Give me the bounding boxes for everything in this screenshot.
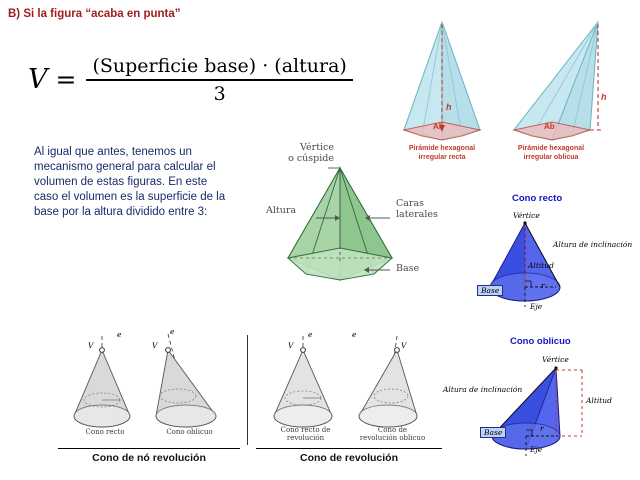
small-cone-2-vertex: V xyxy=(152,341,158,350)
small-cone-1-axis: e xyxy=(117,330,122,339)
cono-oblicuo-title: Cono oblicuo xyxy=(510,336,571,347)
bottom-divider xyxy=(247,335,248,445)
cono-recto-vertex-label: Vértice xyxy=(513,211,540,220)
pyramid-oblique-base-label: Ab xyxy=(544,122,555,131)
pyramid-oblique-height-label: h xyxy=(601,92,607,102)
pyramid-right-base-label: Ab xyxy=(433,122,444,131)
small-cone-3-vertex: V xyxy=(288,341,294,350)
cono-oblicuo-altitude-label: Altitud xyxy=(586,396,612,405)
small-cone-4-caption: Cono de revolución oblicuo xyxy=(359,426,426,442)
small-cone-1 xyxy=(60,330,150,440)
formula-denominator: 3 xyxy=(213,82,226,105)
group-right-underline xyxy=(256,448,442,449)
small-cone-4-axis: e xyxy=(352,330,357,339)
small-cone-3-caption: Cono recto de revolución xyxy=(280,426,331,442)
pyramid-oblique-caption: Pirámide hexagonal irregular oblicua xyxy=(517,145,585,161)
cono-recto-figure xyxy=(470,205,640,315)
formula-numerator: (Superficie base) · (altura) xyxy=(92,55,347,77)
small-cone-1-vertex: V xyxy=(88,341,94,350)
green-pyramid-height-label: Altura xyxy=(266,205,297,216)
green-pyramid-vertex-label: Vértice o cúspide xyxy=(288,142,334,164)
pyramid-right-figure xyxy=(392,18,492,143)
cono-oblicuo-vertex-label: Vértice xyxy=(542,355,569,364)
body-paragraph: Al igual que antes, tenemos un mecanismo general para calcular el volumen de estas figuras. En este caso el volumen es la superficie de la base por la altura dividido entre 3: xyxy=(34,146,226,218)
cono-oblicuo-axis-label: Eje xyxy=(530,445,543,454)
cono-oblicuo-slant-label: Altura de inclinación xyxy=(443,385,523,394)
group-right-label: Cono de revolución xyxy=(299,452,398,464)
green-pyramid-figure xyxy=(270,160,415,300)
small-cone-4 xyxy=(345,330,440,440)
small-cone-2-axis: e xyxy=(170,327,175,336)
green-pyramid-faces-label: Caras laterales xyxy=(396,198,438,220)
group-left-label: Cono de nó revolución xyxy=(92,452,206,464)
cono-recto-altitude-label: Altitud xyxy=(528,261,554,270)
cono-oblicuo-base-label: Base xyxy=(480,427,506,438)
page-title: B) Si la figura “acaba en punta” xyxy=(8,8,181,20)
group-left-underline xyxy=(58,448,240,449)
cono-oblicuo-radius-label: r xyxy=(540,424,544,433)
small-cone-1-caption: Cono recto xyxy=(85,428,125,436)
volume-formula xyxy=(28,55,353,105)
small-cone-3-axis: e xyxy=(308,330,313,339)
cono-recto-radius-label: r xyxy=(541,281,545,290)
pyramid-oblique-figure xyxy=(500,18,610,143)
pyramid-right-height-label: h xyxy=(446,102,452,112)
cono-oblicuo-figure xyxy=(470,348,640,463)
cono-recto-slant-label: Altura de inclinación xyxy=(553,240,633,249)
small-cone-3 xyxy=(258,330,353,440)
pyramid-right-caption: Pirámide hexagonal irregular recta xyxy=(408,145,476,161)
small-cone-2-caption: Cono oblicuo xyxy=(166,428,213,436)
formula-fraction xyxy=(86,55,352,105)
formula-equals: = xyxy=(55,65,77,95)
cono-recto-base-label: Base xyxy=(477,285,503,296)
green-pyramid-base-label: Base xyxy=(396,263,420,274)
small-cone-4-vertex: V xyxy=(401,341,407,350)
formula-variable: V xyxy=(28,64,48,96)
cono-recto-title: Cono recto xyxy=(512,193,563,204)
cono-recto-axis-label: Eje xyxy=(530,302,543,311)
